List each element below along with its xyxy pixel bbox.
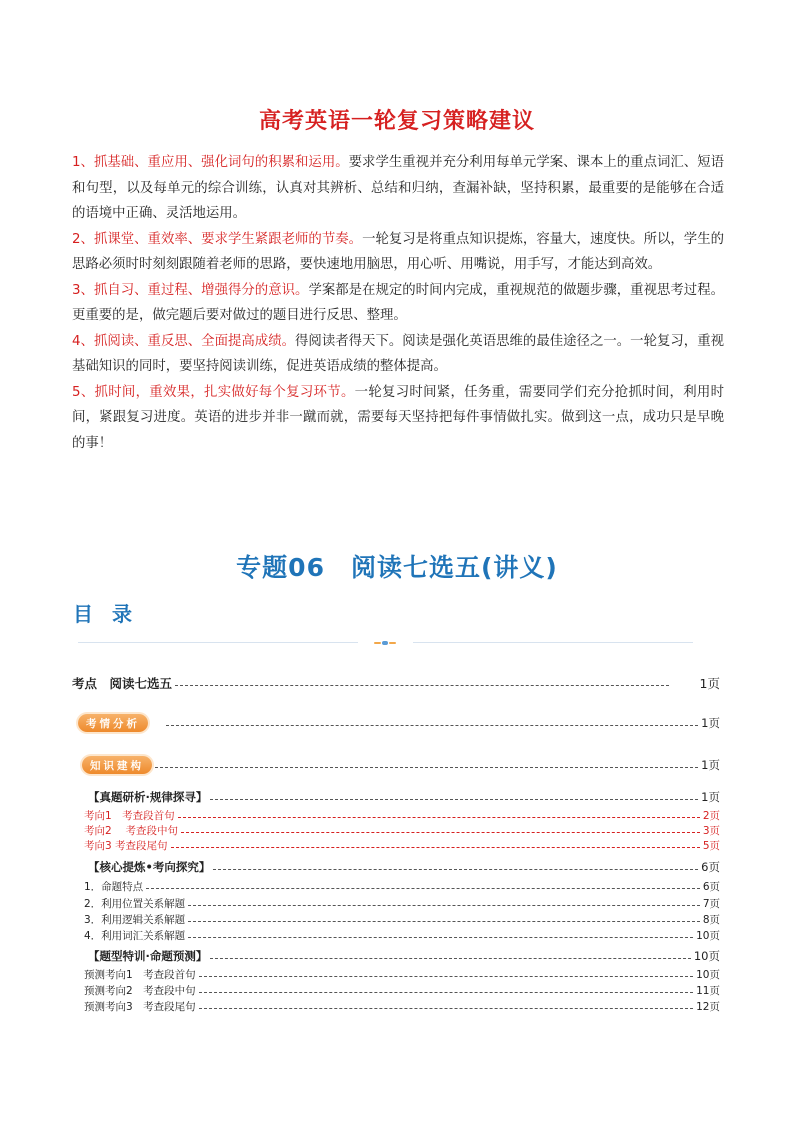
toc-leader xyxy=(171,847,700,848)
tips-list xyxy=(72,150,724,456)
toc-entry-page: 8页 xyxy=(702,914,720,926)
toc-entry-label: 2．利用位置关系解题 xyxy=(84,898,186,910)
tip-lead: 2、抓课堂、重效率、要求学生紧跟老师的节奏。 xyxy=(72,231,363,247)
toc-section-label: 【真题研析·规律探寻】 xyxy=(88,790,208,804)
toc-entry-page: 10页 xyxy=(696,930,720,942)
toc-entry-label: 预测考向3 考查段尾句 xyxy=(84,1001,196,1013)
divider-ornament-icon xyxy=(374,640,396,646)
toc-section-3[interactable] xyxy=(88,948,720,964)
toc-entry-page: 7页 xyxy=(702,898,720,910)
toc-leader xyxy=(146,888,700,889)
tip-body: 得阅读者得天下。阅读是强化英语思维的最佳途径之一。一轮复习，重视基础知识的同时，要坚持阅读训练，促进英语成绩的整体提高。 xyxy=(72,333,724,374)
tip-item xyxy=(72,278,724,329)
toc-entry-knowledge[interactable] xyxy=(82,756,720,774)
toc-subentry[interactable] xyxy=(84,967,720,982)
toc-section-label: 【题型特训·命题预测】 xyxy=(88,949,208,963)
toc-entry-page: 12页 xyxy=(696,1001,720,1013)
analysis-badge: 考情分析 xyxy=(78,714,148,732)
toc-entry-label: 1．命题特点 xyxy=(84,881,144,893)
toc-entry-page: 5页 xyxy=(702,840,720,852)
toc-subentry[interactable] xyxy=(84,838,720,853)
toc-entry-page: 10页 xyxy=(696,969,720,981)
toc-leader xyxy=(166,725,698,726)
toc-entry-page: 10页 xyxy=(693,949,720,963)
toc-entry-label: 预测考向2 考查段中句 xyxy=(84,985,196,997)
toc-entry-page: 2页 xyxy=(702,810,720,822)
toc-subentry[interactable] xyxy=(84,912,720,927)
toc-subentry[interactable] xyxy=(84,823,720,838)
page-title: 高考英语一轮复习策略建议 xyxy=(258,109,535,134)
toc-entry-label: 4．利用词汇关系解题 xyxy=(84,930,186,942)
divider-line-left xyxy=(78,642,358,643)
toc-entry-page: 1页 xyxy=(699,676,720,691)
toc-divider xyxy=(78,640,693,646)
toc-leader xyxy=(199,992,693,993)
toc-entry-page: 1页 xyxy=(701,716,720,730)
toc-leader xyxy=(188,937,693,938)
toc-entry-label: 3．利用逻辑关系解题 xyxy=(84,914,186,926)
tip-body: 一轮复习时间紧，任务重，需要同学们充分抢抓时间，利用时间，紧跟复习进度。英语的进步并非一蹴而就，需要每天坚持把每件事情做扎实。做到这一点，成功只是早晚的事！ xyxy=(72,384,724,451)
tip-body: 学案都是在规定的时间内完成，重视规范的做题步骤，重视思考过程。更重要的是，做完题后要对做过的题目进行反思、整理。 xyxy=(72,282,724,323)
toc-leader xyxy=(175,685,669,686)
tip-item xyxy=(72,329,724,380)
toc-leader xyxy=(188,921,700,922)
toc-leader xyxy=(199,976,693,977)
toc-entry-label: 考向1 考查段首句 xyxy=(84,810,175,822)
topic-title: 专题06 阅读七选五(讲义) xyxy=(236,553,558,582)
tip-lead: 4、抓阅读、重反思、全面提高成绩。 xyxy=(72,333,296,349)
tip-lead: 5、抓时间，重效果，扎实做好每个复习环节。 xyxy=(72,384,355,400)
toc-subentry[interactable] xyxy=(84,879,720,894)
toc-entry-label: 考向2 考查段中句 xyxy=(84,825,179,837)
toc-leader xyxy=(188,905,700,906)
toc-entry-label: 考向3 考查段尾句 xyxy=(84,840,168,852)
toc-entry-page: 3页 xyxy=(702,825,720,837)
tip-item xyxy=(72,150,724,227)
toc-leader xyxy=(210,799,698,800)
tip-lead: 1、抓基础、重应用、强化词句的积累和运用。 xyxy=(72,155,349,170)
toc-subentry[interactable] xyxy=(84,896,720,911)
tip-lead: 3、抓自习、重过程、增强得分的意识。 xyxy=(72,282,309,298)
toc-subentry[interactable] xyxy=(84,999,720,1014)
toc-section-2[interactable] xyxy=(88,859,720,875)
tip-body: 要求学生重视并充分利用每单元学案、课本上的重点词汇、短语和句型，以及每单元的综合训练，认真对其辨析、总结和归纳，查漏补缺，坚持积累，最重要的是能够在合适的语境中正确、灵活地运用。 xyxy=(72,155,724,221)
toc-entry-page: 6页 xyxy=(702,881,720,893)
toc-leader xyxy=(213,869,698,870)
toc-entry-main[interactable] xyxy=(72,674,720,692)
toc-entry-page: 1页 xyxy=(701,790,720,804)
toc-entry-page: 6页 xyxy=(701,860,720,874)
tip-item xyxy=(72,380,724,457)
toc-entry-label: 预测考向1 考查段首句 xyxy=(84,969,196,981)
toc-subentry[interactable] xyxy=(84,808,720,823)
toc-heading: 目 录 xyxy=(73,602,138,626)
toc-leader xyxy=(155,767,698,768)
toc-subentry[interactable] xyxy=(84,928,720,943)
toc-entry-page: 1页 xyxy=(701,758,720,772)
tip-body: 一轮复习是将重点知识提炼，容量大，速度快。所以，学生的思路必须时时刻刻跟随着老师的思路，要快速地用脑思，用心听、用嘴说，用手写，才能达到高效。 xyxy=(72,231,724,272)
toc-section-1[interactable] xyxy=(88,789,720,805)
toc-section-label: 【核心提炼•考向探究】 xyxy=(88,860,211,874)
tip-item xyxy=(72,227,724,278)
toc-subentry[interactable] xyxy=(84,983,720,998)
toc-leader xyxy=(178,817,700,818)
toc-leader xyxy=(199,1008,693,1009)
toc-entry-label: 考点 阅读七选五 xyxy=(72,676,173,691)
knowledge-badge: 知识建构 xyxy=(82,756,152,774)
toc-entry-page: 11页 xyxy=(696,985,720,997)
toc-leader xyxy=(181,832,700,833)
divider-line-right xyxy=(413,642,693,643)
toc-entry-analysis[interactable] xyxy=(78,714,720,732)
toc-leader xyxy=(210,958,690,959)
